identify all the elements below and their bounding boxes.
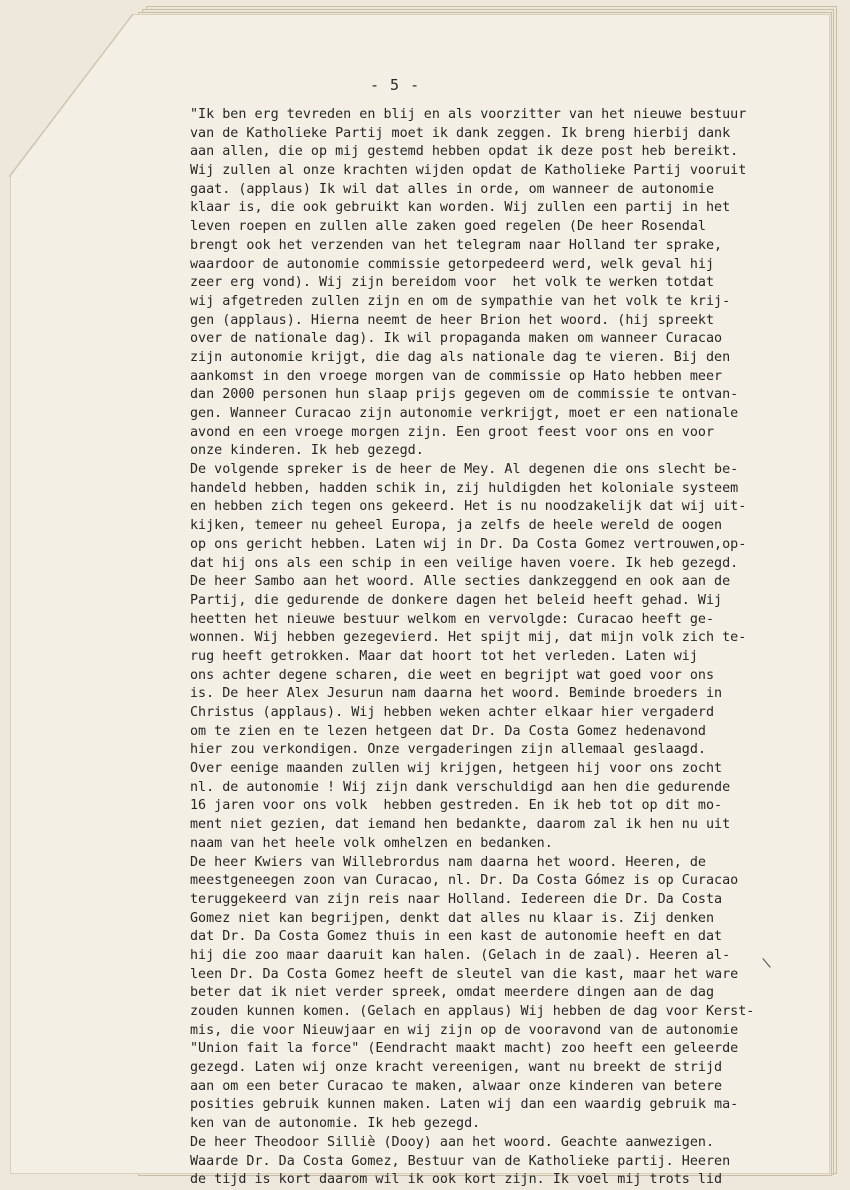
text-line: Partij, die gedurende de donkere dagen het beleid heeft gehad. Wij [190,592,723,608]
margin-pencil-mark: \ [761,955,773,972]
text-line: over de nationale dag). Ik wil propaganda maken om wanneer Curacao [190,331,723,347]
text-line: "Ik ben erg tevreden en blij en als voorzitter van het nieuwe bestuur [190,107,747,122]
text-line: avond en een vroege morgen zijn. Een groot feest voor ons en voor [190,424,715,440]
text-line: De heer Sambo aan het woord. Alle secties dankzeggend en ook aan de [190,574,731,590]
text-line: rug heeft getrokken. Maar dat hoort tot het verleden. Laten wij [190,648,698,664]
text-line: dat hij ons als een schip in een veilige haven voere. Ik heb gezegd. [190,555,739,571]
text-line: teruggekeerd van zijn reis naar Holland. Iedereen die Dr. Da Costa [190,891,723,907]
text-line: ment niet gezien, dat iemand hen bedankte, daarom zal ik hen nu uit [190,817,731,833]
text-line: Gomez niet kan begrijpen, denkt dat alles nu klaar is. Zij denken [190,910,715,926]
text-line: en hebben zich tegen ons gekeerd. Het is nu noodzakelijk dat wij uit- [190,499,747,515]
text-line: mis, die voor Nieuwjaar en wij zijn op de vooravond van de autonomie [190,1022,739,1038]
text-line: ken van de autonomie. Ik heb gezegd. [190,1116,481,1132]
text-line: brengt ook het verzenden van het telegram naar Holland ter sprake, [190,237,723,253]
text-line: handeld hebben, hadden schik in, zij huldigden het koloniale systeem [190,480,739,496]
text-line: Wij zullen al onze krachten wijden opdat de Katholieke Partij vooruit [190,163,747,179]
text-line: dan 2000 personen hun slaap prijs gegeven om de commissie te ontvan- [190,387,739,403]
text-line: "Union fait la force" (Eendracht maakt macht) zoo heeft een geleerde [190,1041,739,1057]
text-line: hij die zoo maar daaruit kan halen. (Gelach in de zaal). Heeren al- [190,947,731,963]
text-line: posities gebruik kunnen maken. Laten wij dan een waardig gebruik ma- [190,1097,739,1113]
text-line: beter dat ik niet verder spreek, omdat meerdere dingen aan de dag [190,985,715,1001]
text-line: gaat. (applaus) Ik wil dat alles in orde, om wanneer de autonomie [190,181,715,197]
text-line: meestgeneegen zoon van Curacao, nl. Dr. Da Costa Gómez is op Curacao [190,873,739,889]
text-line: gezegd. Laten wij onze kracht vereenigen, want nu breekt de strijd [190,1060,723,1076]
text-line: naam van het heele volk omhelzen en bedanken. [190,835,553,851]
text-line: is. De heer Alex Jesurun nam daarna het woord. Beminde broeders in [190,686,723,702]
text-line: de tijd is kort daarom wil ik ook kort zijn. Ik voel mij trots lid [190,1172,723,1188]
text-line: De volgende spreker is de heer de Mey. Al degenen die ons slecht be- [190,462,739,478]
text-line: aan allen, die op mij gestemd hebben opdat ik deze post heb bereikt. [190,144,739,160]
text-line: van de Katholieke Partij moet ik dank zeggen. Ik breng hierbij dank [190,125,731,141]
text-line: leven roepen en zullen alle zaken goed regelen (De heer Rosendal [190,219,706,235]
text-line: om te zien en te lezen hetgeen dat Dr. Da Costa Gomez hedenavond [190,723,706,739]
text-line: waardoor de autonomie commissie getorpedeerd werd, welk geval hij [190,256,715,272]
text-line: gen. Wanneer Curacao zijn autonomie verkrijgt, moet er een nationale [190,406,739,421]
text-line: wonnen. Wij hebben gezegevierd. Het spijt mij, dat mijn volk zich te- [190,630,747,646]
text-line: onze kinderen. Ik heb gezegd. [190,443,424,459]
text-line: nl. de autonomie ! Wij zijn dank verschuldigd aan hen die gedurende [190,779,731,795]
text-line: aan om een beter Curacao te maken, alwaar onze kinderen van betere [190,1078,723,1094]
text-line: Waarde Dr. Da Costa Gomez, Bestuur van de Katholieke partij. Heeren [190,1153,731,1169]
text-line: De heer Kwiers van Willebrordus nam daarna het woord. Heeren, de [190,854,706,870]
text-line: zijn autonomie krijgt, die dag als nationale dag te vieren. Bij den [190,349,731,365]
text-line: ons achter degene scharen, die weet en begrijpt wat goed voor ons [190,667,715,683]
text-line: gen (applaus). Hierna neemt de heer Brion het woord. (hij spreekt [190,312,715,328]
text-line: aankomst in den vroege morgen van de commissie op Hato hebben meer [190,368,723,384]
text-line: 16 jaren voor ons volk hebben gestreden. En ik heb tot op dit mo- [190,798,723,814]
text-line: hier zou verkondigen. Onze vergaderingen zijn allemaal geslaagd. [190,742,706,758]
text-line: De heer Theodoor Silliè (Dooy) aan het woord. Geachte aanwezigen. [190,1134,715,1150]
text-line: zeer erg vond). Wij zijn bereidom voor het volk te werken totdat [190,275,715,291]
text-line: zouden kunnen komen. (Gelach en applaus) Wij hebben de dag voor Kerst- [190,1004,755,1019]
text-line: leen Dr. Da Costa Gomez heeft de sleutel van die kast, maar het ware [190,966,739,982]
text-line: heetten het nieuwe bestuur welkom en vervolgde: Curacao heeft ge- [190,611,715,627]
text-line: kijken, temeer nu geheel Europa, ja zelfs de heele wereld de oogen [190,518,723,534]
text-line: wij afgetreden zullen zijn en om de sympathie van het volk te krij- [190,293,731,309]
text-line: Christus (applaus). Wij hebben weken achter elkaar hier vergaderd [190,705,715,720]
text-line: op ons gericht hebben. Laten wij in Dr. Da Costa Gomez vertrouwen,op- [190,536,747,552]
text-line: dat Dr. Da Costa Gomez thuis in een kast de autonomie heeft en dat [190,929,723,945]
text-line: klaar is, die ook gebruikt kan worden. Wij zullen een partij in het [190,200,731,216]
typewritten-body [190,106,773,1190]
page-number: - 5 - [370,76,421,94]
text-line: Over eenige maanden zullen wij krijgen, hetgeen hij voor ons zocht [190,761,723,777]
